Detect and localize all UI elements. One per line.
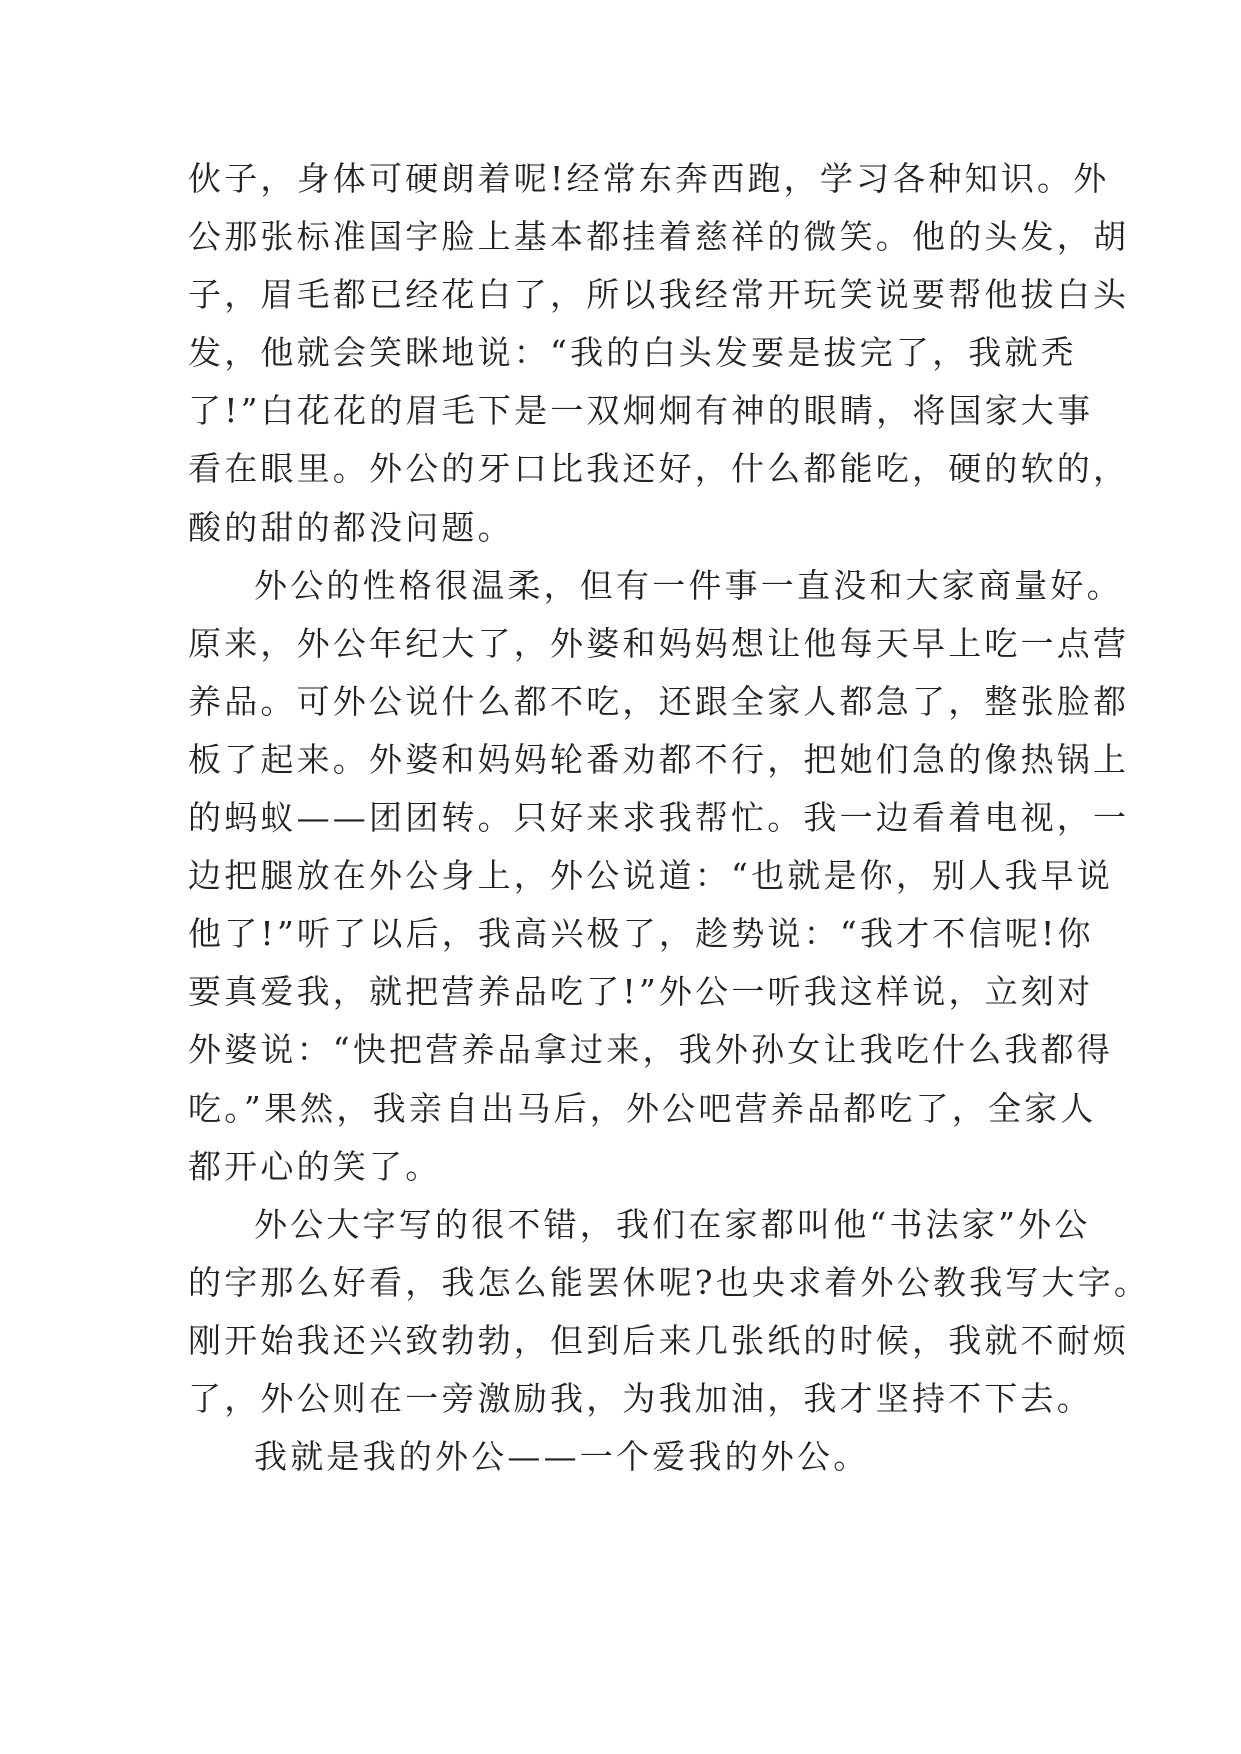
text-line: 外婆说：“快把营养品拿过来，我外孙女让我吃什么我都得 (188, 1030, 1114, 1070)
text-line: 的蚂蚁——团团转。只好来求我帮忙。我一边看着电视，一 (188, 798, 1130, 838)
text-line: 外公大字写的很不错，我们在家都叫他“书法家”外公 (254, 1204, 1091, 1244)
text-line: 公那张标准国字脸上基本都挂着慈祥的微笑。他的头发，胡 (188, 217, 1130, 257)
text-line: 了，外公则在一旁激励我，为我加油，我才坚持不下去。 (188, 1378, 1093, 1418)
text-line: 看在眼里。外公的牙口比我还好，什么都能吃，硬的软的， (188, 449, 1130, 489)
article-body (188, 150, 1151, 1486)
text-line: 的字那么好看，我怎么能罢休呢?也央求着外公教我写大字。 (188, 1262, 1151, 1302)
paragraph (188, 557, 1130, 1196)
text-line: 子，眉毛都已经花白了，所以我经常开玩笑说要帮他拔白头 (188, 275, 1130, 315)
text-line: 外公的性格很温柔，但有一件事一直没和大家商量好。 (254, 565, 1123, 605)
text-line: 了!”白花花的眉毛下是一双炯炯有神的眼睛，将国家大事 (188, 391, 1094, 431)
text-line: 都开心的笑了。 (188, 1146, 442, 1186)
paragraph (188, 1196, 1151, 1428)
text-line: 原来，外公年纪大了，外婆和妈妈想让他每天早上吃一点营 (188, 623, 1130, 663)
paragraph (188, 150, 1130, 557)
text-line: 发，他就会笑眯地说：“我的白头发要是拔完了，我就秃 (188, 333, 1077, 373)
paragraph (188, 1428, 1068, 1486)
text-line: 我就是我的外公——一个爱我的外公。 (254, 1437, 870, 1477)
text-line: 酸的甜的都没问题。 (188, 507, 514, 547)
text-line: 养品。可外公说什么都不吃，还跟全家人都急了，整张脸都 (188, 681, 1130, 721)
text-line: 吃。”果然，我亲自出马后，外公吧营养品都吃了，全家人 (188, 1088, 1097, 1128)
text-line: 要真爱我，就把营养品吃了!”外公一听我这样说，立刻对 (188, 972, 1094, 1012)
text-line: 边把腿放在外公身上，外公说道：“也就是你，别人我早说 (188, 856, 1114, 896)
text-line: 他了!”听了以后，我高兴极了，趁势说：“我才不信呢!你 (188, 914, 1094, 954)
text-line: 伙子，身体可硬朗着呢!经常东奔西跑，学习各种知识。外 (188, 159, 1110, 198)
text-line: 板了起来。外婆和妈妈轮番劝都不行，把她们急的像热锅上 (188, 739, 1130, 779)
text-line: 刚开始我还兴致勃勃，但到后来几张纸的时候，我就不耐烦 (188, 1320, 1130, 1360)
